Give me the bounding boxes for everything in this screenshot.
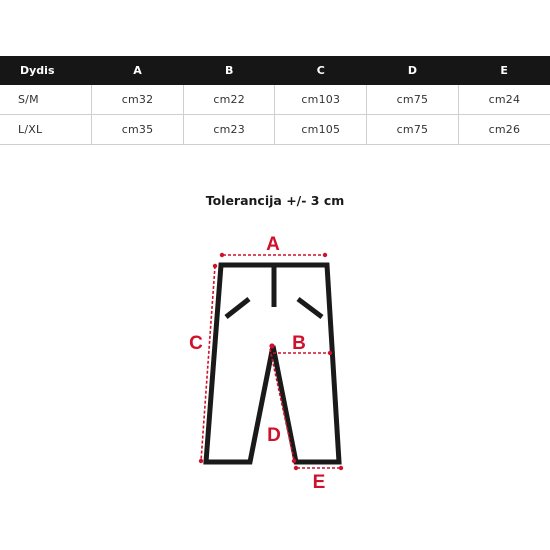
header-e: E: [458, 56, 550, 85]
cell-d: cm75: [367, 115, 459, 145]
measure-a-start: [220, 253, 224, 257]
header-b: B: [183, 56, 275, 85]
cell-e: cm26: [458, 115, 550, 145]
cell-c: cm105: [275, 115, 367, 145]
measure-b-start: [269, 343, 274, 348]
left-pocket: [226, 299, 249, 317]
measure-b-end: [328, 351, 332, 355]
label-c: C: [189, 333, 203, 354]
tolerance-note: Tolerancija +/- 3 cm: [205, 193, 345, 208]
measure-a-end: [323, 253, 327, 257]
cell-a: cm32: [92, 85, 184, 115]
cell-size: L/XL: [0, 115, 92, 145]
cell-c: cm103: [275, 85, 367, 115]
label-d: D: [267, 425, 281, 446]
label-b: B: [292, 333, 306, 354]
cell-b: cm23: [183, 115, 275, 145]
header-d: D: [367, 56, 459, 85]
header-a: A: [92, 56, 184, 85]
measure-d-end: [292, 459, 296, 463]
measure-e-start: [294, 466, 298, 470]
measure-c-end: [199, 459, 203, 463]
cell-d: cm75: [367, 85, 459, 115]
label-e: E: [312, 472, 326, 493]
cell-a: cm35: [92, 115, 184, 145]
cell-size: S/M: [0, 85, 92, 115]
header-c: C: [275, 56, 367, 85]
measure-c-start: [213, 264, 217, 268]
right-pocket: [298, 299, 322, 317]
cell-e: cm24: [458, 85, 550, 115]
header-size: Dydis: [0, 56, 92, 85]
measure-e-end: [339, 466, 343, 470]
label-a: A: [266, 234, 280, 255]
cell-b: cm22: [183, 85, 275, 115]
